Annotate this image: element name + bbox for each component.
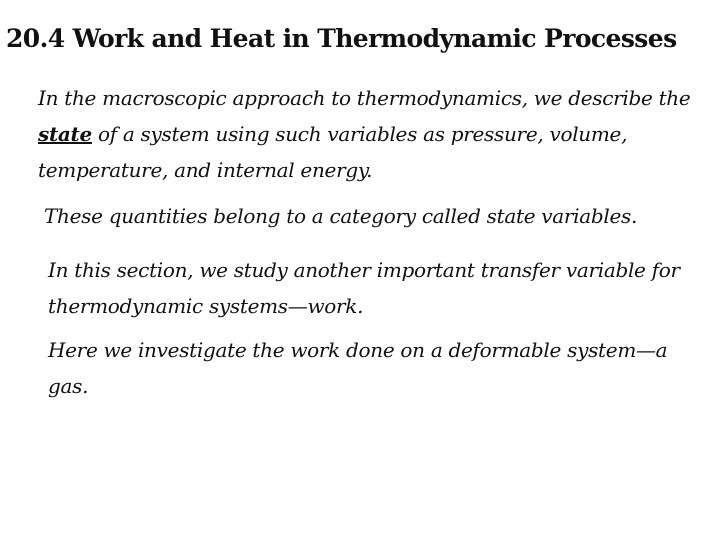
slide-title: 20.4 Work and Heat in Thermodynamic Processes (6, 24, 677, 53)
paragraph-state-intro (38, 80, 708, 188)
paragraph-work-on-gas: Here we investigate the work done on a deformable system—a gas. (48, 338, 668, 398)
paragraph-transfer-variable: In this section, we study another important transfer variable for thermodynamic systems—work. (48, 258, 680, 318)
paragraph-state-variables: These quantities belong to a category called state variables. (44, 204, 638, 228)
paragraph-text: of a system using such variables as pressure, volume, temperature, and internal energy. (38, 122, 628, 182)
emphasized-term-state: state (38, 122, 92, 146)
paragraph-text: In the macroscopic approach to thermodynamics, we describe the (38, 86, 691, 110)
